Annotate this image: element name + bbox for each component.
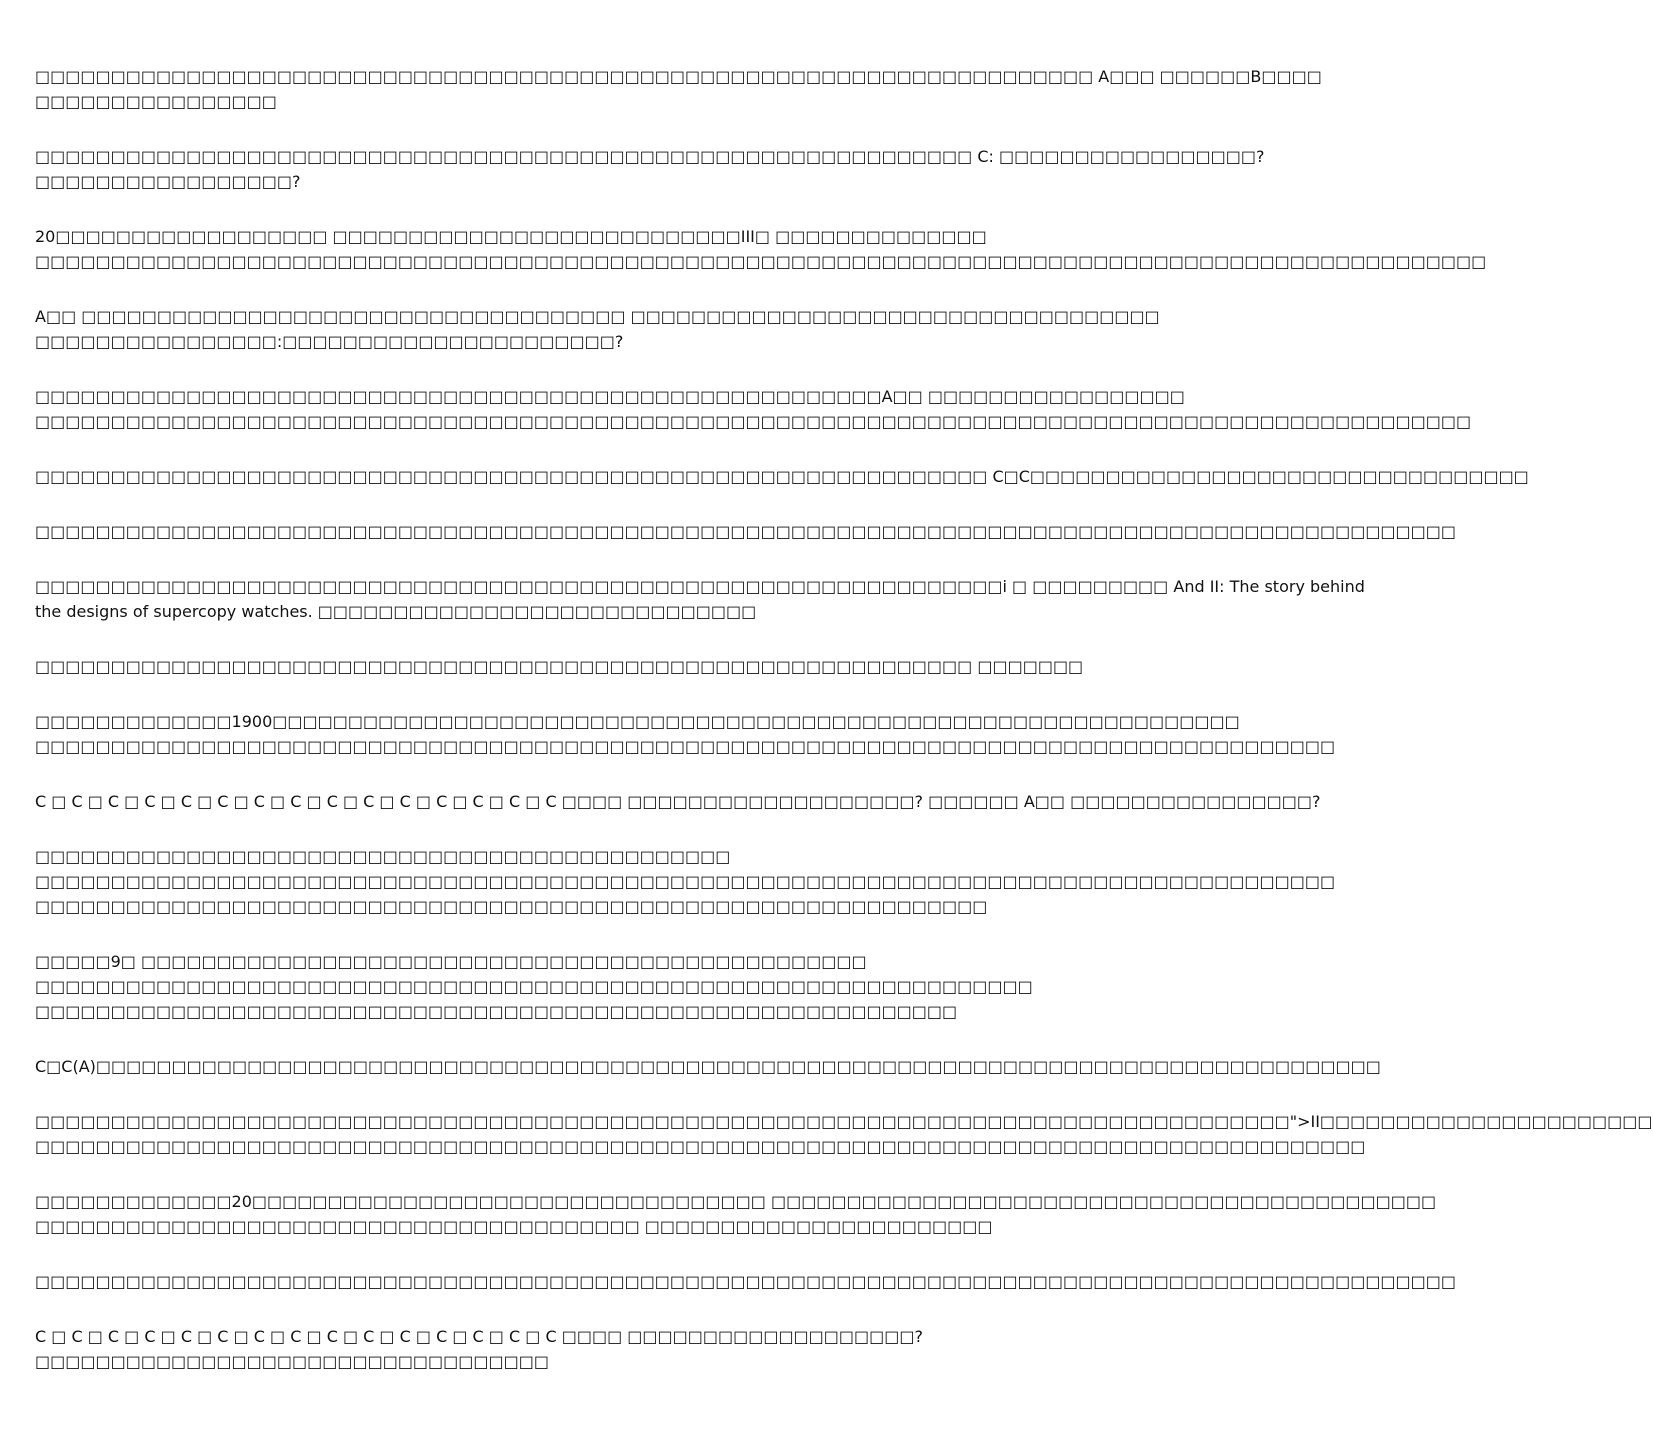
text-line: □□□□□□□□□□□□□□□□□□□□□□□□□□□□□□□□□□□□□□□□□□□□□□□□□□□□□□□□□□□□□□ □□□□□□□ [35, 657, 1084, 676]
text-line: □□□□□□□□□□□□□□□□□□□□□□□□□□□□□□□□□□□□□□□□□□□□□□□□□□□□□□□□□□□□□□□□□□□□□□ A□□□ □□□□□□B□□□□ [35, 67, 1322, 86]
paragraph [35, 144, 1265, 194]
text-line: □□□□□□□□□□□□□□□□ [35, 92, 277, 111]
text-line: □□□□□□□□□□□□□□□□□□□□□□□□□□□□□□□□□□□□□□□□□□□□□□□□□□□□□□□□□□□□□□□□□□□□□□□□□□□□□□□□□□□□□□ [35, 737, 1336, 756]
text-line: C□C(A)□□□□□□□□□□□□□□□□□□□□□□□□□□□□□□□□□□□□□□□□□□□□□□□□□□□□□□□□□□□□□□□□□□□□□□□□□□□□□□□□□□□□□ [35, 1057, 1381, 1076]
text-line: □□□□□□□□□□□□□□□□□□□□□□□□□□□□□□□□□□□□□□□□□□□□□□□□□□□□□□□□□□□□□ [35, 1002, 958, 1021]
paragraph [35, 654, 1084, 679]
text-line: □□□□□□□□□□□□□□□□□□□□□□□□□□□□□□□□□□□□□□□□□□□□□□ [35, 847, 731, 866]
paragraph [35, 64, 1322, 114]
paragraph [35, 709, 1336, 759]
paragraph [35, 224, 1487, 274]
paragraph [35, 384, 1472, 434]
text-line: □□□□□□□□□□□□□□□□□□□□□□□□□□□□□□□□□□□□□□□□□□□□□□□□□□□□□□□□□□□□□□□□□□□□□□□□□□□□□□□□□□□□□□□□□□□□□□ [35, 522, 1457, 541]
text-line: □□□□□□□□□□□□□□□□□□□□□□□□□□□□□□□□□□□□□□□□□□□□□□□□□□□□□□□□□□□□□□□□□□□□□□□□□□□□□□□□□□□□□□□□□□□□□□ [35, 1272, 1457, 1291]
paragraph [35, 519, 1457, 544]
text-line: □□□□□□□□□□□□□□□□□? [35, 172, 301, 191]
text-line: C □ C □ C □ C □ C □ C □ C □ C □ C □ C □ C □ C □ C □ C □ C □□□□ □□□□□□□□□□□□□□□□□□□? □□□□□□ A□□ □□□□□□□□□□□□□□□□? [35, 792, 1321, 811]
paragraph [35, 304, 1160, 354]
text-line: □□□□□□□□□□□□□20□□□□□□□□□□□□□□□□□□□□□□□□□□□□□□□□□□ □□□□□□□□□□□□□□□□□□□□□□□□□□□□□□□□□□□□□□□□□□□□ [35, 1192, 1437, 1211]
text-line: □□□□□□□□□□□□□□□□□□□□□□□□□□□□□□□□□□□□□□□□□□□□□□□□□□□□□□□□□□□□□□□□□□□□□□□□□□□□□□□□□□□□□□□□□□□□□□□□ [35, 252, 1487, 271]
paragraph [35, 789, 1321, 814]
text-line: □□□□□□□□□□□□□□□□□□□□□□□□□□□□□□□□□□□□□□□□□□□□□□□□□□□□□□□□A□□ □□□□□□□□□□□□□□□□□ [35, 387, 1185, 406]
text-line: □□□□□□□□□□□□□□□□:□□□□□□□□□□□□□□□□□□□□□□? [35, 332, 624, 351]
text-line: □□□□□□□□□□□□□□□□□□□□□□□□□□□□□□□□□□ [35, 1352, 549, 1371]
paragraph [35, 1054, 1381, 1079]
text-line: □□□□□□□□□□□□□□□□□□□□□□□□□□□□□□□□□□□□□□□□□□□□□□□□□□□□□□□□□□□□□□□□□□ [35, 977, 1033, 996]
paragraph [35, 1269, 1457, 1294]
text-line: □□□□□□□□□□□□□□□□□□□□□□□□□□□□□□□□□□□□□□□□□□□□□□□□□□□□□□□□□□□□□□□□□□□□□□□□□□□□□□□□□□□">II□□□□□□□□□□□□□□□□□□□□□□ [35, 1112, 1653, 1131]
paragraph [35, 949, 1033, 1024]
text-line: □□□□□□□□□□□□□□□□□□□□□□□□□□□□□□□□□□□□□□□□□□□□□□□□□□□□□□□□□□□□□□□ C□C□□□□□□□□□□□□□□□□□□□□□□□□□□□□□□□□□ [35, 467, 1529, 486]
paragraph [35, 1324, 989, 1374]
text-line: □□□□□□□□□□□□□1900□□□□□□□□□□□□□□□□□□□□□□□□□□□□□□□□□□□□□□□□□□□□□□□□□□□□□□□□□□□□□□□□ [35, 712, 1240, 731]
paragraph [35, 574, 1365, 624]
text-line: □□□□□□□□□□□□□□□□□□□□□□□□□□□□□□□□□□□□□□□□□□□□□□□□□□□□□□□□□□□□□□□□□□□□□□□□□□□□□□□□□□□□□□□□□□□□□□□ [35, 412, 1472, 431]
text-line: □□□□□9□ □□□□□□□□□□□□□□□□□□□□□□□□□□□□□□□□□□□□□□□□□□□□□□□□ [35, 952, 867, 971]
text-line: □□□□□□□□□□□□□□□□□□□□□□□□□□□□□□□□□□□□□□□□□□□□□□□□□□□□□□□□□□□□□□ C: □□□□□□□□□□□□□□□□□? [35, 147, 1265, 166]
text-line: □□□□□□□□□□□□□□□□□□□□□□□□□□□□□□□□□□□□□□□□ □□□□□□□□□□□□□□□□□□□□□□□ [35, 1217, 993, 1236]
paragraph [35, 844, 1336, 919]
text-line: the designs of supercopy watches. □□□□□□□□□□□□□□□□□□□□□□□□□□□□□ [35, 602, 757, 621]
text-line: C □ C □ C □ C □ C □ C □ C □ C □ C □ C □ C □ C □ C □ C □ C □□□□ □□□□□□□□□□□□□□□□□□□? [35, 1327, 923, 1346]
text-line: □□□□□□□□□□□□□□□□□□□□□□□□□□□□□□□□□□□□□□□□□□□□□□□□□□□□□□□□□□□□□□□ [35, 897, 988, 916]
text-line: 20□□□□□□□□□□□□□□□□□□ □□□□□□□□□□□□□□□□□□□□□□□□□□□III□ □□□□□□□□□□□□□□ [35, 227, 987, 246]
text-line: □□□□□□□□□□□□□□□□□□□□□□□□□□□□□□□□□□□□□□□□□□□□□□□□□□□□□□□□□□□□□□□□i □ □□□□□□□□□ And II: The story behind [35, 577, 1365, 596]
paragraph [35, 464, 1529, 489]
text-line: □□□□□□□□□□□□□□□□□□□□□□□□□□□□□□□□□□□□□□□□□□□□□□□□□□□□□□□□□□□□□□□□□□□□□□□□□□□□□□□□□□□□□□ [35, 872, 1336, 891]
paragraph [35, 1189, 1437, 1239]
paragraph [35, 1109, 1653, 1159]
text-line: □□□□□□□□□□□□□□□□□□□□□□□□□□□□□□□□□□□□□□□□□□□□□□□□□□□□□□□□□□□□□□□□□□□□□□□□□□□□□□□□□□□□□□□□ [35, 1137, 1366, 1156]
document-body [35, 64, 1653, 1404]
text-line: A□□ □□□□□□□□□□□□□□□□□□□□□□□□□□□□□□□□□□□□ □□□□□□□□□□□□□□□□□□□□□□□□□□□□□□□□□□□ [35, 307, 1160, 326]
